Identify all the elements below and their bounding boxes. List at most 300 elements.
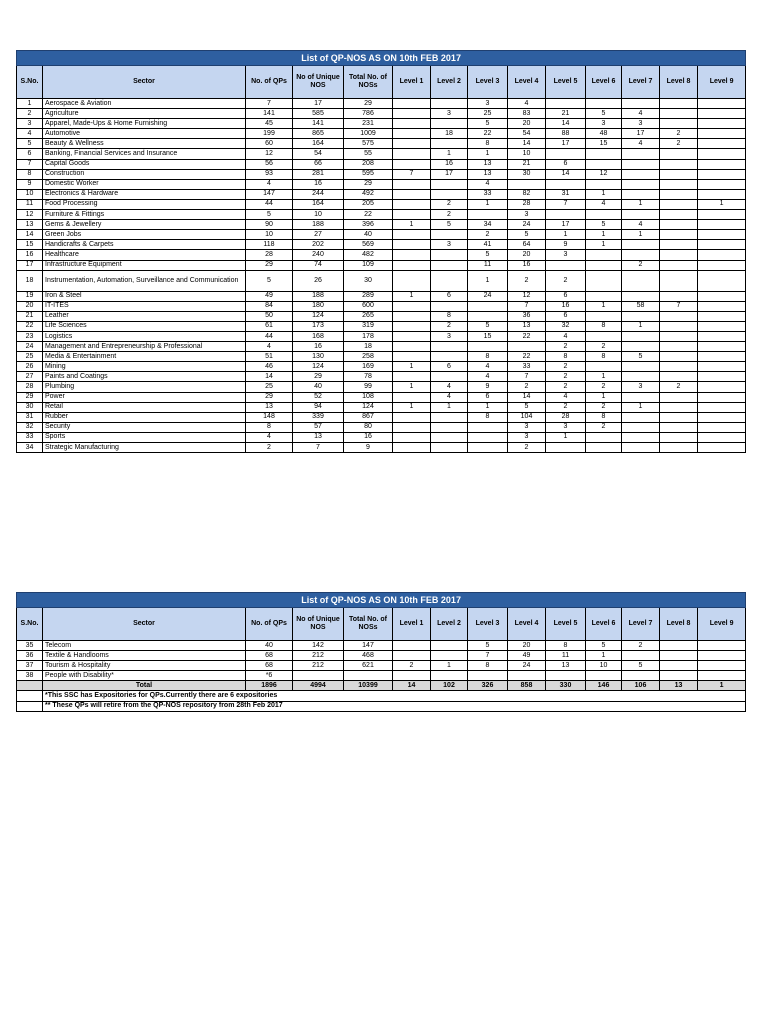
serial-cell: 32 bbox=[17, 422, 43, 432]
value-cell bbox=[393, 443, 431, 453]
value-cell: 3 bbox=[546, 422, 586, 432]
value-cell: 104 bbox=[508, 412, 546, 422]
value-cell: 212 bbox=[293, 661, 344, 671]
value-cell: 17 bbox=[431, 169, 468, 179]
serial-cell: 38 bbox=[17, 671, 43, 681]
value-cell: 8 bbox=[468, 352, 508, 362]
value-cell: 36 bbox=[508, 311, 546, 321]
value-cell bbox=[660, 119, 698, 129]
value-cell: 28 bbox=[246, 250, 293, 260]
value-cell bbox=[586, 179, 622, 189]
value-cell bbox=[698, 260, 746, 270]
value-cell bbox=[698, 129, 746, 139]
value-cell: 25 bbox=[246, 382, 293, 392]
value-cell: 25 bbox=[468, 109, 508, 119]
value-cell bbox=[660, 372, 698, 382]
total-cell: 326 bbox=[468, 681, 508, 691]
table-row bbox=[17, 119, 746, 129]
serial-cell: 27 bbox=[17, 372, 43, 382]
serial-cell: 5 bbox=[17, 139, 43, 149]
value-cell bbox=[293, 671, 344, 681]
value-cell bbox=[586, 671, 622, 681]
total-cell: 4994 bbox=[293, 681, 344, 691]
table-row bbox=[17, 641, 746, 651]
value-cell bbox=[660, 422, 698, 432]
value-cell bbox=[508, 179, 546, 189]
value-cell: 188 bbox=[293, 291, 344, 301]
sector-cell: Telecom bbox=[43, 641, 246, 651]
value-cell bbox=[698, 291, 746, 301]
value-cell bbox=[431, 119, 468, 129]
value-cell: 867 bbox=[344, 412, 393, 422]
value-cell: 3 bbox=[546, 250, 586, 260]
value-cell bbox=[698, 169, 746, 179]
value-cell: 3 bbox=[431, 240, 468, 250]
value-cell bbox=[660, 291, 698, 301]
value-cell: 13 bbox=[246, 402, 293, 412]
value-cell: 2 bbox=[622, 260, 660, 270]
value-cell: 80 bbox=[344, 422, 393, 432]
value-cell: 3 bbox=[586, 119, 622, 129]
value-cell: 50 bbox=[246, 311, 293, 321]
column-header: Level 3 bbox=[468, 66, 508, 99]
value-cell: 83 bbox=[508, 109, 546, 119]
value-cell bbox=[431, 412, 468, 422]
value-cell: 10 bbox=[508, 149, 546, 159]
value-cell: 20 bbox=[508, 250, 546, 260]
value-cell bbox=[586, 443, 622, 453]
value-cell bbox=[698, 362, 746, 372]
value-cell bbox=[698, 443, 746, 453]
value-cell bbox=[660, 443, 698, 453]
note-row bbox=[17, 701, 746, 711]
value-cell: 29 bbox=[293, 372, 344, 382]
value-cell bbox=[622, 362, 660, 372]
column-header: Sector bbox=[43, 608, 246, 641]
value-cell bbox=[622, 291, 660, 301]
value-cell: 595 bbox=[344, 169, 393, 179]
column-header: No of Unique NOS bbox=[293, 66, 344, 99]
value-cell: 244 bbox=[293, 189, 344, 199]
value-cell bbox=[622, 372, 660, 382]
value-cell: 4 bbox=[546, 331, 586, 341]
value-cell bbox=[431, 230, 468, 240]
value-cell: 29 bbox=[344, 179, 393, 189]
value-cell: 231 bbox=[344, 119, 393, 129]
column-header: Sector bbox=[43, 66, 246, 99]
value-cell: 339 bbox=[293, 412, 344, 422]
value-cell bbox=[468, 443, 508, 453]
value-cell bbox=[586, 311, 622, 321]
value-cell bbox=[698, 270, 746, 291]
table-row bbox=[17, 402, 746, 412]
value-cell: 28 bbox=[508, 199, 546, 209]
value-cell: 22 bbox=[508, 331, 546, 341]
value-cell bbox=[660, 240, 698, 250]
value-cell: 4 bbox=[622, 220, 660, 230]
value-cell: 8 bbox=[468, 661, 508, 671]
value-cell bbox=[431, 422, 468, 432]
value-cell bbox=[698, 220, 746, 230]
value-cell: 5 bbox=[586, 220, 622, 230]
value-cell: 16 bbox=[431, 159, 468, 169]
note-spacer bbox=[17, 691, 43, 701]
table-row bbox=[17, 412, 746, 422]
sector-cell: Mining bbox=[43, 362, 246, 372]
value-cell: 2 bbox=[660, 139, 698, 149]
table-row bbox=[17, 199, 746, 209]
value-cell: 13 bbox=[468, 159, 508, 169]
value-cell bbox=[698, 230, 746, 240]
value-cell bbox=[393, 270, 431, 291]
value-cell: 142 bbox=[293, 641, 344, 651]
value-cell bbox=[393, 432, 431, 442]
value-cell: 396 bbox=[344, 220, 393, 230]
value-cell: 289 bbox=[344, 291, 393, 301]
value-cell: 8 bbox=[586, 412, 622, 422]
value-cell: 2 bbox=[431, 210, 468, 220]
value-cell: 4 bbox=[468, 362, 508, 372]
value-cell: 4 bbox=[246, 179, 293, 189]
total-cell: 330 bbox=[546, 681, 586, 691]
serial-cell: 35 bbox=[17, 641, 43, 651]
value-cell bbox=[622, 250, 660, 260]
value-cell bbox=[622, 159, 660, 169]
value-cell bbox=[698, 372, 746, 382]
table-row bbox=[17, 179, 746, 189]
column-header: No. of QPs bbox=[246, 608, 293, 641]
value-cell: 34 bbox=[468, 220, 508, 230]
qp-nos-table-2 bbox=[16, 592, 746, 712]
value-cell: 8 bbox=[546, 641, 586, 651]
value-cell: 90 bbox=[246, 220, 293, 230]
value-cell: 3 bbox=[431, 109, 468, 119]
value-cell: 4 bbox=[431, 392, 468, 402]
value-cell: 88 bbox=[546, 129, 586, 139]
value-cell bbox=[546, 210, 586, 220]
sector-cell: Rubber bbox=[43, 412, 246, 422]
value-cell: 7 bbox=[393, 169, 431, 179]
value-cell bbox=[393, 159, 431, 169]
value-cell: 124 bbox=[293, 311, 344, 321]
value-cell: 199 bbox=[246, 129, 293, 139]
value-cell: 1 bbox=[622, 402, 660, 412]
value-cell bbox=[431, 352, 468, 362]
sector-cell: Media & Entertainment bbox=[43, 352, 246, 362]
value-cell: 5 bbox=[468, 119, 508, 129]
value-cell bbox=[622, 149, 660, 159]
value-cell bbox=[660, 270, 698, 291]
value-cell: *6 bbox=[246, 671, 293, 681]
sector-cell: Handicrafts & Carpets bbox=[43, 240, 246, 250]
value-cell bbox=[431, 179, 468, 189]
value-cell: 2 bbox=[546, 382, 586, 392]
value-cell: 108 bbox=[344, 392, 393, 402]
sector-cell: Construction bbox=[43, 169, 246, 179]
sector-cell: Infrastructure Equipment bbox=[43, 260, 246, 270]
value-cell: 1 bbox=[393, 291, 431, 301]
sector-cell: IT-ITES bbox=[43, 301, 246, 311]
table-row bbox=[17, 149, 746, 159]
column-header: Level 6 bbox=[586, 66, 622, 99]
value-cell: 2 bbox=[431, 321, 468, 331]
value-cell: 1 bbox=[468, 270, 508, 291]
value-cell: 10 bbox=[293, 210, 344, 220]
sector-cell: Textile & Handlooms bbox=[43, 651, 246, 661]
table-row bbox=[17, 443, 746, 453]
value-cell bbox=[660, 109, 698, 119]
value-cell bbox=[586, 149, 622, 159]
serial-cell: 13 bbox=[17, 220, 43, 230]
total-label: Total bbox=[43, 681, 246, 691]
table-row bbox=[17, 432, 746, 442]
value-cell bbox=[393, 422, 431, 432]
sector-cell: Strategic Manufacturing bbox=[43, 443, 246, 453]
serial-cell: 17 bbox=[17, 260, 43, 270]
value-cell: 46 bbox=[246, 362, 293, 372]
serial-cell: 15 bbox=[17, 240, 43, 250]
value-cell: 2 bbox=[508, 443, 546, 453]
footnote: ** These QPs will retire from the QP-NOS repository from 28th Feb 2017 bbox=[43, 701, 746, 711]
value-cell bbox=[546, 671, 586, 681]
value-cell: 240 bbox=[293, 250, 344, 260]
serial-cell: 7 bbox=[17, 159, 43, 169]
table-row bbox=[17, 342, 746, 352]
serial-cell: 22 bbox=[17, 321, 43, 331]
value-cell: 2 bbox=[431, 199, 468, 209]
sector-cell: Tourism & Hospitality bbox=[43, 661, 246, 671]
value-cell: 49 bbox=[246, 291, 293, 301]
value-cell: 8 bbox=[468, 412, 508, 422]
column-header: Level 9 bbox=[698, 66, 746, 99]
value-cell bbox=[586, 159, 622, 169]
value-cell bbox=[586, 362, 622, 372]
serial-cell: 19 bbox=[17, 291, 43, 301]
value-cell: 8 bbox=[586, 321, 622, 331]
value-cell bbox=[622, 432, 660, 442]
value-cell bbox=[660, 149, 698, 159]
value-cell: 6 bbox=[546, 159, 586, 169]
value-cell: 48 bbox=[586, 129, 622, 139]
value-cell bbox=[468, 671, 508, 681]
serial-cell: 33 bbox=[17, 432, 43, 442]
sector-cell: Instrumentation, Automation, Surveillance and Communication bbox=[43, 270, 246, 291]
value-cell bbox=[468, 311, 508, 321]
value-cell bbox=[586, 432, 622, 442]
value-cell: 14 bbox=[546, 119, 586, 129]
value-cell bbox=[660, 342, 698, 352]
value-cell bbox=[698, 109, 746, 119]
value-cell: 7 bbox=[246, 99, 293, 109]
value-cell: 141 bbox=[293, 119, 344, 129]
value-cell: 8 bbox=[586, 352, 622, 362]
value-cell bbox=[431, 189, 468, 199]
value-cell: 24 bbox=[468, 291, 508, 301]
qp-nos-table-1 bbox=[16, 50, 746, 453]
sector-cell: Healthcare bbox=[43, 250, 246, 260]
value-cell bbox=[698, 432, 746, 442]
value-cell: 78 bbox=[344, 372, 393, 382]
value-cell: 4 bbox=[622, 109, 660, 119]
value-cell: 8 bbox=[468, 139, 508, 149]
value-cell: 208 bbox=[344, 159, 393, 169]
serial-cell: 12 bbox=[17, 210, 43, 220]
column-header: Total No. of NOSs bbox=[344, 66, 393, 99]
value-cell: 212 bbox=[293, 651, 344, 661]
value-cell bbox=[586, 291, 622, 301]
value-cell: 10 bbox=[246, 230, 293, 240]
value-cell bbox=[660, 651, 698, 661]
value-cell bbox=[622, 422, 660, 432]
serial-cell: 26 bbox=[17, 362, 43, 372]
value-cell bbox=[393, 129, 431, 139]
column-header: Level 3 bbox=[468, 608, 508, 641]
value-cell bbox=[431, 342, 468, 352]
value-cell: 40 bbox=[246, 641, 293, 651]
value-cell bbox=[660, 220, 698, 230]
total-row bbox=[17, 681, 746, 691]
value-cell: 482 bbox=[344, 250, 393, 260]
value-cell bbox=[393, 250, 431, 260]
value-cell: 45 bbox=[246, 119, 293, 129]
value-cell: 319 bbox=[344, 321, 393, 331]
total-cell: 102 bbox=[431, 681, 468, 691]
value-cell: 44 bbox=[246, 199, 293, 209]
serial-cell: 30 bbox=[17, 402, 43, 412]
value-cell: 1 bbox=[431, 402, 468, 412]
value-cell: 1 bbox=[586, 230, 622, 240]
value-cell: 569 bbox=[344, 240, 393, 250]
value-cell: 5 bbox=[468, 250, 508, 260]
value-cell: 7 bbox=[293, 443, 344, 453]
value-cell bbox=[660, 402, 698, 412]
value-cell: 17 bbox=[546, 139, 586, 149]
value-cell bbox=[344, 671, 393, 681]
value-cell bbox=[431, 651, 468, 661]
value-cell: 1 bbox=[586, 651, 622, 661]
value-cell: 16 bbox=[508, 260, 546, 270]
value-cell: 29 bbox=[246, 260, 293, 270]
table-row bbox=[17, 661, 746, 671]
total-cell: 10399 bbox=[344, 681, 393, 691]
value-cell bbox=[622, 651, 660, 661]
value-cell: 1 bbox=[468, 199, 508, 209]
serial-cell: 20 bbox=[17, 301, 43, 311]
note-spacer bbox=[17, 701, 43, 711]
value-cell: 173 bbox=[293, 321, 344, 331]
value-cell: 60 bbox=[246, 139, 293, 149]
value-cell bbox=[698, 159, 746, 169]
table-row bbox=[17, 99, 746, 109]
value-cell bbox=[431, 99, 468, 109]
value-cell: 20 bbox=[508, 641, 546, 651]
value-cell bbox=[698, 651, 746, 661]
value-cell: 1 bbox=[393, 402, 431, 412]
value-cell: 22 bbox=[508, 352, 546, 362]
value-cell: 178 bbox=[344, 331, 393, 341]
sector-cell: Iron & Steel bbox=[43, 291, 246, 301]
value-cell: 786 bbox=[344, 109, 393, 119]
value-cell bbox=[546, 443, 586, 453]
value-cell: 31 bbox=[546, 189, 586, 199]
value-cell bbox=[586, 270, 622, 291]
value-cell bbox=[546, 149, 586, 159]
value-cell bbox=[622, 331, 660, 341]
serial-cell: 8 bbox=[17, 169, 43, 179]
value-cell: 4 bbox=[508, 99, 546, 109]
serial-cell: 6 bbox=[17, 149, 43, 159]
value-cell: 585 bbox=[293, 109, 344, 119]
value-cell: 468 bbox=[344, 651, 393, 661]
value-cell: 12 bbox=[246, 149, 293, 159]
value-cell: 7 bbox=[508, 301, 546, 311]
value-cell bbox=[393, 210, 431, 220]
table-row bbox=[17, 260, 746, 270]
value-cell: 16 bbox=[344, 432, 393, 442]
value-cell: 3 bbox=[508, 210, 546, 220]
note-row bbox=[17, 691, 746, 701]
value-cell: 492 bbox=[344, 189, 393, 199]
value-cell: 169 bbox=[344, 362, 393, 372]
table-row bbox=[17, 311, 746, 321]
value-cell bbox=[698, 661, 746, 671]
serial-cell: 3 bbox=[17, 119, 43, 129]
value-cell bbox=[698, 139, 746, 149]
table-row bbox=[17, 250, 746, 260]
value-cell: 3 bbox=[622, 382, 660, 392]
value-cell: 54 bbox=[508, 129, 546, 139]
value-cell: 30 bbox=[344, 270, 393, 291]
value-cell: 82 bbox=[508, 189, 546, 199]
sector-cell: Capital Goods bbox=[43, 159, 246, 169]
value-cell: 1 bbox=[468, 149, 508, 159]
value-cell: 2 bbox=[546, 270, 586, 291]
value-cell bbox=[660, 352, 698, 362]
serial-cell: 2 bbox=[17, 109, 43, 119]
value-cell: 5 bbox=[586, 641, 622, 651]
value-cell: 205 bbox=[344, 199, 393, 209]
value-cell: 13 bbox=[468, 169, 508, 179]
value-cell: 1 bbox=[546, 230, 586, 240]
value-cell bbox=[508, 671, 546, 681]
table-row bbox=[17, 109, 746, 119]
sector-cell: Food Processing bbox=[43, 199, 246, 209]
value-cell bbox=[660, 169, 698, 179]
value-cell bbox=[586, 210, 622, 220]
total-cell: 1 bbox=[698, 681, 746, 691]
value-cell bbox=[660, 189, 698, 199]
column-header: Level 5 bbox=[546, 608, 586, 641]
value-cell: 55 bbox=[344, 149, 393, 159]
serial-cell: 18 bbox=[17, 270, 43, 291]
value-cell bbox=[622, 671, 660, 681]
total-cell: 13 bbox=[660, 681, 698, 691]
value-cell: 202 bbox=[293, 240, 344, 250]
value-cell: 3 bbox=[622, 119, 660, 129]
value-cell: 6 bbox=[546, 311, 586, 321]
value-cell: 5 bbox=[468, 321, 508, 331]
total-cell: 1896 bbox=[246, 681, 293, 691]
value-cell: 4 bbox=[246, 432, 293, 442]
value-cell bbox=[698, 321, 746, 331]
value-cell: 141 bbox=[246, 109, 293, 119]
table-title: List of QP-NOS AS ON 10th FEB 2017 bbox=[17, 593, 746, 608]
value-cell: 33 bbox=[468, 189, 508, 199]
column-header: Level 8 bbox=[660, 66, 698, 99]
value-cell: 1 bbox=[586, 240, 622, 250]
table-row bbox=[17, 651, 746, 661]
value-cell bbox=[393, 260, 431, 270]
